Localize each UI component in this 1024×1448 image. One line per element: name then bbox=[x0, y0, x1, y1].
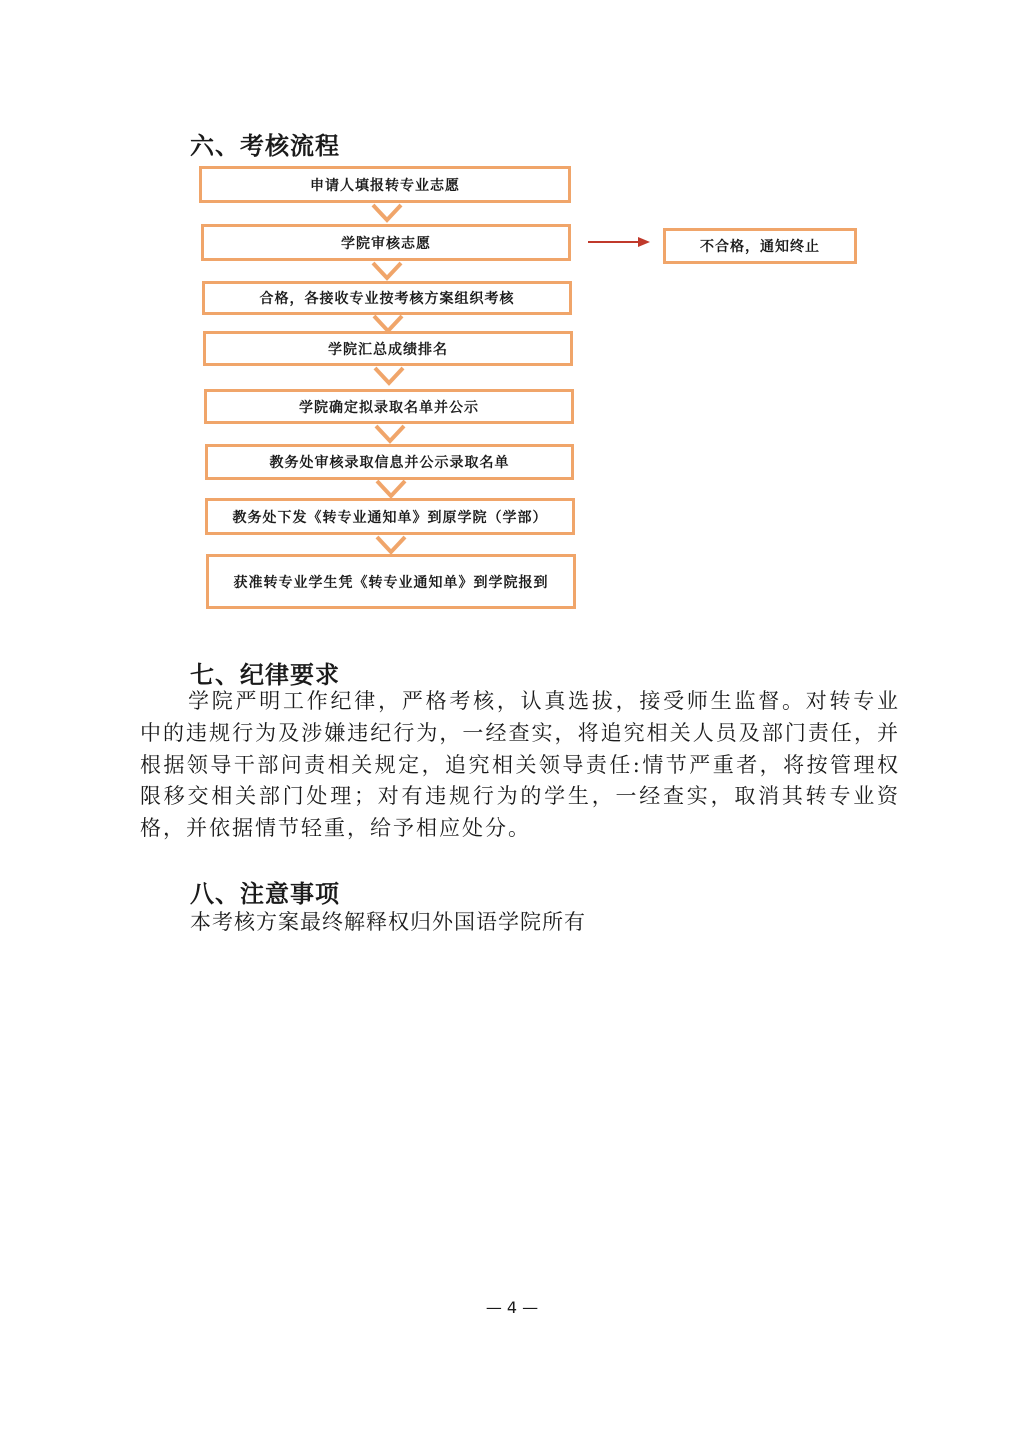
flow-step-2: 学院审核志愿 bbox=[201, 224, 571, 261]
chevron-down-icon bbox=[373, 423, 407, 445]
chevron-down-icon bbox=[370, 202, 404, 224]
flow-step-6: 教务处审核录取信息并公示录取名单 bbox=[205, 444, 574, 480]
chevron-down-icon bbox=[370, 260, 404, 282]
flow-step-3: 合格，各接收专业按考核方案组织考核 bbox=[202, 281, 572, 315]
chevron-down-icon bbox=[372, 365, 406, 387]
section7-title: 七、纪律要求 bbox=[190, 661, 340, 689]
flow-step-8: 获准转专业学生凭《转专业通知单》到学院报到 bbox=[206, 554, 576, 609]
section6-title: 六、考核流程 bbox=[190, 132, 340, 160]
chevron-down-icon bbox=[374, 478, 408, 500]
flow-reject-box: 不合格，通知终止 bbox=[663, 228, 857, 264]
section8-body: 本考核方案最终解释权归外国语学院所有 bbox=[190, 910, 586, 934]
chevron-down-icon bbox=[374, 534, 408, 556]
section7-body: 学院严明工作纪律，严格考核，认真选拔，接受师生监督。对转专业中的违规行为及涉嫌违纪行为，一经查实，将追究相关人员及部门责任，并根据领导干部问责相关规定，追究相关领导责任:情节严重者，将按管理权限移交相关部门处理；对有违规行为的学生，一经查实，取消其转专业资格，并依据情节轻重，给予相应处分。 bbox=[140, 689, 900, 841]
flow-step-4: 学院汇总成绩排名 bbox=[203, 331, 573, 366]
flow-step-5: 学院确定拟录取名单并公示 bbox=[204, 389, 574, 424]
section8-title: 八、注意事项 bbox=[190, 880, 340, 908]
page-number: — 4 — bbox=[485, 1298, 539, 1317]
flow-step-7: 教务处下发《转专业通知单》到原学院（学部） bbox=[205, 498, 575, 535]
flow-step-1: 申请人填报转专业志愿 bbox=[199, 166, 571, 203]
arrow-right-icon bbox=[588, 235, 654, 249]
